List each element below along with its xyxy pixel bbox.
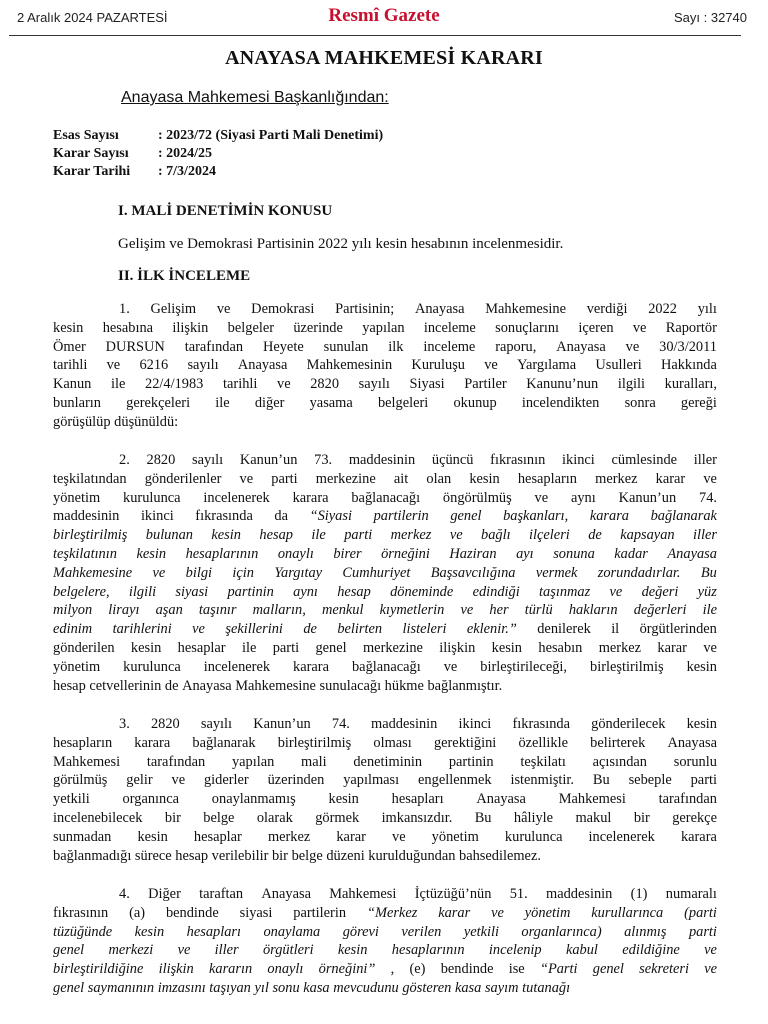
section-1-text: Gelişim ve Demokrasi Partisinin 2022 yılı kesin hesabının incelenmesidir. [118, 236, 564, 252]
gazette-name: Resmî Gazete [328, 5, 440, 26]
paragraph-2 [53, 451, 717, 695]
text-line: teşkilatının kesin hesaplarının onaylı birer örneğini Haziran ayı sonuna kadar Anayasa [53, 545, 717, 562]
text-line: görüşülüp düşünüldü: [53, 413, 179, 430]
text-line: bunların gerekçeleri ile diğer yasama belgeleri okunup incelendikten sonra gereği [53, 394, 717, 411]
text-line: bağlanmadığı sürece hesap verilebilir bir belge düzeni kurulduğundan bahsedilemez. [53, 847, 541, 864]
header-date: 2 Aralık 2024 PAZARTESİ [17, 10, 168, 25]
meta-value: : 2024/25 [158, 146, 213, 161]
text-line: sunmadan kesin hesaplar merkez karar ve yönetim kurulunca incelenerek karara [53, 828, 717, 845]
issuing-authority: Anayasa Mahkemesi Başkanlığından: [121, 89, 389, 106]
text-line: görülmüş gelir ve giderler üzerinden yapılması engellenmek istenmiştir. Bu sebeple parti [53, 772, 717, 789]
issue-number: Sayı : 32740 [674, 10, 747, 25]
meta-row [53, 163, 383, 181]
paragraph-1 [53, 300, 717, 432]
section-heading-2: II. İLK İNCELEME [118, 268, 251, 284]
header-divider [9, 35, 741, 36]
text-line: 3. 2820 sayılı Kanun’un 74. maddesinin ikinci fıkrasında gönderilecek kesin [119, 716, 717, 732]
text-line: hesap cetvellerinin de Anayasa Mahkemesine sunulacağı hükme bağlanmıştır. [53, 677, 503, 694]
text-line: yetkili organınca onaylanmamış kesin hesapları Anayasa Mahkemesi tarafından [53, 791, 717, 808]
text-line: edinim tarihlerini ve şekillerini de belirten listeleri eklenir.” denilerek il örgütlerinden [53, 621, 717, 638]
meta-value: : 7/3/2024 [158, 164, 216, 179]
text-line: birleştirildiğine ilişkin kararın onaylı örneğini” , (e) bendinde ise “Parti genel sekreteri ve [53, 961, 717, 978]
text-line: incelenebilecek bir belge olarak görmek imkansızdır. Bu hâliyle makul bir gerekçe [53, 809, 717, 826]
text-line: 4. Diğer taraftan Anayasa Mahkemesi İçtüzüğü’nün 51. maddesinin (1) numaralı [119, 886, 717, 902]
case-metadata [53, 127, 383, 181]
text-line: teşkilatından gönderilenler ve parti merkezine ait olan kesin hesapların merkez karar ve [53, 470, 717, 487]
text-line: Ömer DURSUN tarafından Heyete sunulan ilk inceleme raporu, Anayasa ve 30/3/2011 [53, 338, 717, 355]
text-line: Kanun ile 22/4/1983 tarihli ve 2820 sayılı Siyasi Partiler Kanunu’nun ilgili kuralları, [53, 376, 717, 393]
text-line: genel merkezi ve iller örgütleri kesin hesaplarının incelenip kabul edildiğine ve [53, 942, 717, 959]
text-line: tarihli ve 6216 sayılı Anayasa Mahkemesinin Kuruluşu ve Yargılama Usulleri Hakkında [53, 357, 717, 374]
text-line: maddesinin ikinci fıkrasında da “Siyasi partilerin genel başkanları, karara bağlanarak [53, 508, 717, 525]
text-line: belgelere, ilgili siyasi partinin aynı hesap döneminde edindiği taşınmaz ve değeri yüz [53, 583, 717, 600]
text-line: yönetim kurulunca incelenerek karara bağlanacağı ve birleştirileceği, birleştirilmiş kesin [53, 658, 717, 675]
paragraph-3 [53, 715, 717, 865]
text-line: yönetim kurulunca incelenerek karara bağlanacağı öngörülmüş ve aynı Kanun’un 74. [53, 489, 717, 506]
section-heading-1: I. MALİ DENETİMİN KONUSU [118, 203, 333, 219]
paragraph-4 [53, 885, 717, 998]
text-line: Mahkemesi tarafından yapılan mali denetiminin partinin teşkilatı açısından sorunlu [53, 753, 717, 770]
text-line: milyon lirayı aşan taşınır malların, menkul kıymetlerin ve her türlü hakların değerleri ile [53, 602, 717, 619]
meta-key: Esas Sayısı [53, 128, 119, 143]
text-line: 1. Gelişim ve Demokrasi Partisinin; Anayasa Mahkemesine verdiği 2022 yılı [119, 301, 717, 317]
text-line: tüzüğünde kesin hesapları onaylama görevi verilen yetkili organlarınca) alınmış parti [53, 923, 717, 940]
text-line: gönderilen kesin hesaplar ile parti genel merkezine ilişkin kesin hesabın merkez karar ve [53, 639, 717, 656]
text-line: Mahkemesine ve bilgi için Yargıtay Cumhuriyet Başsavcılığına vermek zorundadırlar. Bu [53, 564, 717, 581]
text-line: hesapların karara bağlanarak birleştirilmiş olması gerektiğini özellikle belirterek Anayasa [53, 734, 717, 751]
meta-row [53, 145, 383, 163]
meta-row [53, 127, 383, 145]
text-line: 2. 2820 sayılı Kanun’un 73. maddesinin üçüncü fıkrasının ikinci cümlesinde iller [119, 452, 717, 468]
meta-value: : 2023/72 (Siyasi Parti Mali Denetimi) [158, 128, 384, 143]
text-line: birleştirilmiş bulunan kesin hesap ile parti merkez ve bağlı ilçeleri de kapsayan iller [53, 527, 717, 544]
text-line: genel saymanının imzasını taşıyan yıl sonu kasa mevcudunu gösteren kasa sayım tutanağı [53, 979, 571, 996]
document-title: ANAYASA MAHKEMESİ KARARI [225, 47, 543, 69]
text-line: fıkrasının (a) bendinde siyasi partilerin “Merkez karar ve yönetim kurullarınca (parti [53, 904, 717, 921]
text-line: kesin hesabına ilişkin belgeler üzerinde yapılan inceleme sonuçlarını içeren ve Raportör [53, 319, 717, 336]
meta-key: Karar Sayısı [53, 146, 129, 161]
meta-key: Karar Tarihi [53, 164, 131, 179]
